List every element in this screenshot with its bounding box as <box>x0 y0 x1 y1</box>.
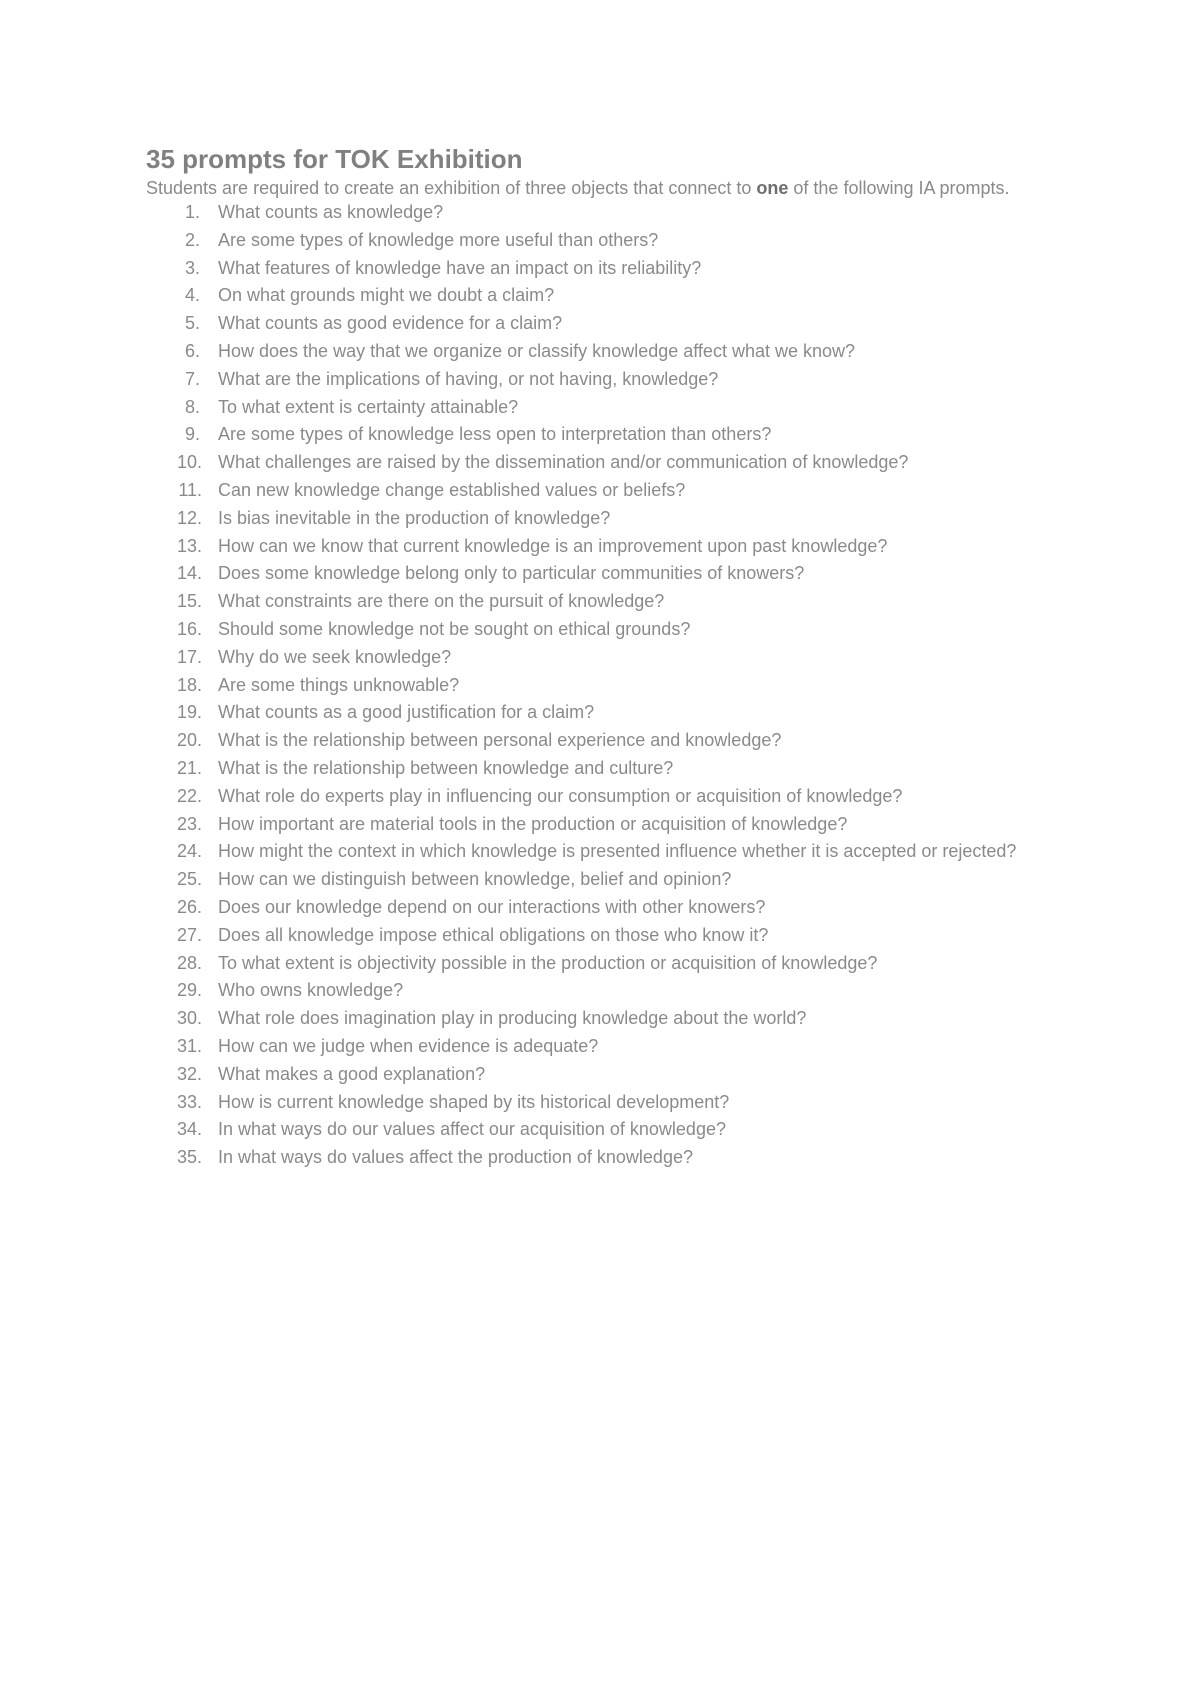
list-item-number: 20. <box>176 730 202 751</box>
list-item-number: 27. <box>176 924 202 945</box>
list-item-number: 14. <box>176 563 202 584</box>
list-item <box>146 590 1173 613</box>
list-item-number: 5. <box>184 313 200 334</box>
list-item <box>146 813 1173 836</box>
list-item-number: 4. <box>184 285 200 306</box>
list-item <box>146 924 1173 947</box>
list-item-number: 29. <box>176 980 202 1001</box>
list-item <box>146 507 1173 530</box>
list-item-text: Are some things unknowable? <box>218 674 460 695</box>
list-item <box>146 201 1173 224</box>
list-item <box>146 257 1173 280</box>
list-item <box>146 618 1173 641</box>
list-item <box>146 562 1173 585</box>
list-item-number: 30. <box>176 1008 202 1029</box>
list-item-text: To what extent is certainty attainable? <box>218 396 519 417</box>
list-item-number: 7. <box>184 368 200 389</box>
list-item-text: Are some types of knowledge less open to interpretation than others? <box>218 424 772 445</box>
prompt-list <box>146 201 1046 1169</box>
list-item-text: How can we judge when evidence is adequate? <box>218 1035 599 1056</box>
list-item-number: 17. <box>176 646 202 667</box>
list-item-text: Are some types of knowledge more useful than others? <box>218 229 659 250</box>
list-item-text: What counts as a good justification for a claim? <box>218 702 595 723</box>
list-item <box>146 423 1173 446</box>
list-item <box>146 785 1173 808</box>
list-item-text: Does our knowledge depend on our interactions with other knowers? <box>218 896 766 917</box>
list-item-number: 31. <box>176 1035 202 1056</box>
list-item <box>146 284 1173 307</box>
list-item <box>146 1118 1173 1141</box>
list-item-number: 35. <box>176 1147 202 1168</box>
list-item-number: 22. <box>176 785 202 806</box>
list-item <box>146 451 1173 474</box>
list-item-text: To what extent is objectivity possible in the production or acquisition of knowledge? <box>218 952 878 973</box>
list-item-text: How is current knowledge shaped by its historical development? <box>218 1091 730 1112</box>
list-item-number: 19. <box>176 702 202 723</box>
list-item-text: What features of knowledge have an impact on its reliability? <box>218 257 702 278</box>
intro-text-start: Students are required to create an exhibition of three objects that connect to <box>146 178 757 198</box>
list-item-text: What role do experts play in influencing our consumption or acquisition of knowledge? <box>218 785 903 806</box>
list-item-number: 13. <box>176 535 202 556</box>
list-item-text: How does the way that we organize or classify knowledge affect what we know? <box>218 340 856 361</box>
list-item-number: 11. <box>178 479 202 500</box>
list-item-number: 16. <box>176 618 202 639</box>
list-item-number: 8. <box>184 396 200 417</box>
list-item-number: 2. <box>184 229 200 250</box>
list-item-text: What constraints are there on the pursuit of knowledge? <box>218 591 665 612</box>
intro-text-end: of the following IA prompts. <box>788 178 1010 198</box>
list-item-number: 32. <box>176 1063 202 1084</box>
list-item-number: 33. <box>176 1091 202 1112</box>
list-item <box>146 646 1173 669</box>
document-page <box>146 142 1046 1174</box>
list-item-text: How can we know that current knowledge is an improvement upon past knowledge? <box>218 535 888 556</box>
list-item-number: 23. <box>176 813 202 834</box>
list-item-text: How might the context in which knowledge is presented influence whether it is accepted or rejected? <box>218 841 1017 862</box>
intro-text-bold: one <box>756 178 789 198</box>
list-item-number: 28. <box>176 952 202 973</box>
list-item <box>146 729 1173 752</box>
list-item-number: 18. <box>176 674 202 695</box>
list-item <box>146 1146 1173 1169</box>
list-item-text: Should some knowledge not be sought on ethical grounds? <box>218 618 691 639</box>
list-item-number: 34. <box>176 1119 202 1140</box>
list-item-number: 15. <box>176 591 202 612</box>
list-item-text: Who owns knowledge? <box>218 980 404 1001</box>
list-item-number: 12. <box>176 507 202 528</box>
list-item-number: 6. <box>184 340 200 361</box>
list-item-number: 24. <box>176 841 202 862</box>
list-item-number: 21. <box>176 757 202 778</box>
list-item <box>146 396 1173 419</box>
list-item-text: In what ways do our values affect our acquisition of knowledge? <box>218 1119 726 1140</box>
list-item-text: Does some knowledge belong only to particular communities of knowers? <box>218 563 805 584</box>
list-item-text: Does all knowledge impose ethical obligations on those who know it? <box>218 924 769 945</box>
list-item-text: What is the relationship between knowledge and culture? <box>218 757 674 778</box>
list-item <box>146 896 1173 919</box>
list-item <box>146 312 1173 335</box>
list-item <box>146 952 1173 975</box>
list-item <box>146 674 1173 697</box>
list-item <box>146 479 1173 502</box>
list-item-number: 1. <box>184 202 200 222</box>
list-item-text: What is the relationship between personal experience and knowledge? <box>218 730 782 751</box>
list-item <box>146 979 1173 1002</box>
list-item <box>146 868 1173 891</box>
list-item-number: 10. <box>176 452 202 473</box>
list-item-text: What are the implications of having, or not having, knowledge? <box>218 368 719 389</box>
list-item-text: How can we distinguish between knowledge, belief and opinion? <box>218 869 732 890</box>
intro-paragraph <box>146 177 1046 200</box>
list-item-number: 26. <box>176 896 202 917</box>
list-item-text: What role does imagination play in producing knowledge about the world? <box>218 1008 807 1029</box>
list-item <box>146 1063 1173 1086</box>
list-item <box>146 1007 1173 1030</box>
list-item-number: 9. <box>184 424 200 445</box>
list-item-text: What counts as knowledge? <box>218 202 444 222</box>
list-item-text: How important are material tools in the production or acquisition of knowledge? <box>218 813 848 834</box>
list-item <box>146 757 1173 780</box>
list-item-text: What challenges are raised by the dissemination and/or communication of knowledge? <box>218 452 909 473</box>
list-item-text: In what ways do values affect the production of knowledge? <box>218 1147 693 1168</box>
list-item <box>146 340 1173 363</box>
list-item-number: 3. <box>184 257 200 278</box>
list-item <box>146 535 1173 558</box>
list-item <box>146 840 1173 863</box>
list-item-number: 25. <box>176 869 202 890</box>
list-item <box>146 229 1173 252</box>
list-item-text: Is bias inevitable in the production of knowledge? <box>218 507 611 528</box>
list-item-text: On what grounds might we doubt a claim? <box>218 285 555 306</box>
list-item <box>146 1091 1173 1114</box>
list-item-text: Can new knowledge change established values or beliefs? <box>218 479 686 500</box>
list-item <box>146 701 1173 724</box>
list-item-text: Why do we seek knowledge? <box>218 646 452 667</box>
list-item <box>146 368 1173 391</box>
list-item-text: What makes a good explanation? <box>218 1063 486 1084</box>
list-item <box>146 1035 1173 1058</box>
document-title: 35 prompts for TOK Exhibition <box>146 144 523 174</box>
list-item-text: What counts as good evidence for a claim? <box>218 313 563 334</box>
